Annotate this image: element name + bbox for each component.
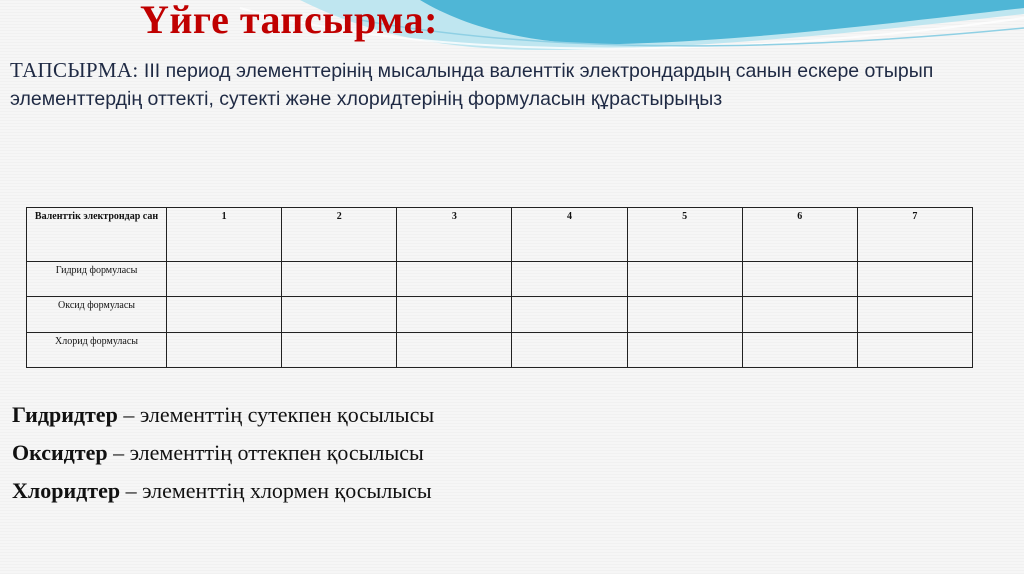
table-cell [857, 297, 972, 332]
header-label-cell: Валенттік электрондар сан [27, 208, 167, 262]
table-row [27, 261, 973, 296]
column-header: 7 [857, 208, 972, 262]
column-header: 2 [282, 208, 397, 262]
table-cell [627, 297, 742, 332]
table-cell [627, 261, 742, 296]
definition-chlorides [12, 472, 434, 510]
table-cell [742, 261, 857, 296]
row-label: Гидрид формуласы [27, 261, 167, 296]
table-header-row [27, 208, 973, 262]
table-cell [857, 332, 972, 367]
column-header: 1 [167, 208, 282, 262]
table-cell [397, 332, 512, 367]
row-label: Оксид формуласы [27, 297, 167, 332]
table-cell [167, 261, 282, 296]
table-cell [512, 261, 627, 296]
table-cell [167, 332, 282, 367]
column-header: 5 [627, 208, 742, 262]
definitions [12, 396, 434, 510]
table-cell [282, 261, 397, 296]
table-cell [742, 332, 857, 367]
task-lead: ТАПСЫРМА: [10, 58, 139, 82]
column-header: 3 [397, 208, 512, 262]
definition-term: Гидридтер [12, 402, 118, 427]
table-cell [742, 297, 857, 332]
task-text: ІІІ период элементтерінің мысалында валенттік электрондардың санын ескере отырып элементтердің оттекті, сутекті және хлоридтерінің формуласын құрастырыңыз [10, 60, 934, 110]
table-row [27, 332, 973, 367]
definition-hydrides [12, 396, 434, 434]
column-header: 4 [512, 208, 627, 262]
table-cell [857, 261, 972, 296]
table-cell [282, 332, 397, 367]
table-cell [512, 297, 627, 332]
table-cell [397, 261, 512, 296]
table-cell [627, 332, 742, 367]
table-cell [512, 332, 627, 367]
definition-text: – элементтің оттекпен қосылысы [107, 440, 424, 465]
definition-text: – элементтің сутекпен қосылысы [117, 402, 435, 427]
slide-title: Үйге тапсырма: [140, 0, 438, 42]
definition-term: Хлоридтер [12, 478, 121, 503]
table-cell [397, 297, 512, 332]
table-cell [282, 297, 397, 332]
table-row [27, 297, 973, 332]
row-label: Хлорид формуласы [27, 332, 167, 367]
definition-text: – элементтің хлормен қосылысы [120, 478, 432, 503]
column-header: 6 [742, 208, 857, 262]
definition-oxides [12, 434, 434, 472]
definition-term: Оксидтер [12, 440, 108, 465]
table-cell [167, 297, 282, 332]
valence-table [26, 207, 973, 368]
task-description [10, 56, 1010, 113]
